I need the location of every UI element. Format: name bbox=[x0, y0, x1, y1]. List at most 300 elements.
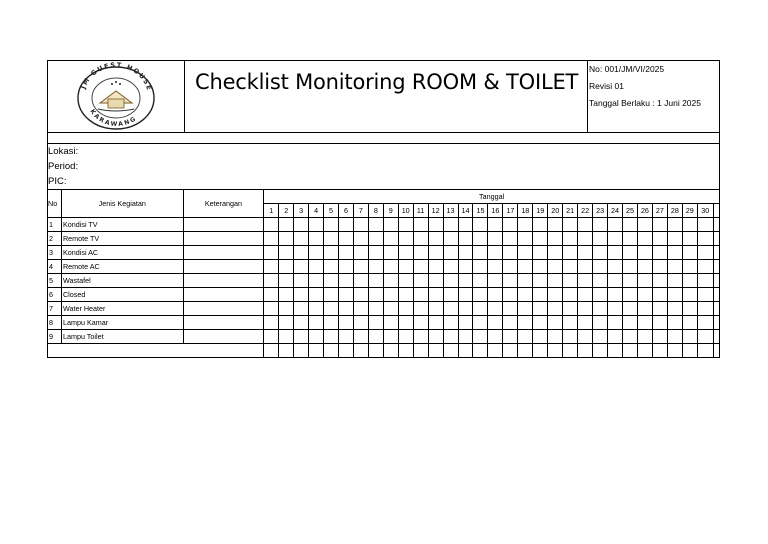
check-cell[interactable] bbox=[279, 330, 294, 344]
check-cell[interactable] bbox=[294, 218, 309, 232]
check-cell[interactable] bbox=[458, 218, 473, 232]
check-cell[interactable] bbox=[398, 288, 413, 302]
check-cell[interactable] bbox=[443, 232, 458, 246]
check-cell[interactable] bbox=[667, 288, 682, 302]
check-cell[interactable] bbox=[309, 288, 324, 302]
empty-check-cell bbox=[279, 344, 294, 358]
check-cell[interactable] bbox=[697, 260, 713, 274]
check-cell[interactable] bbox=[533, 316, 548, 330]
check-cell[interactable] bbox=[428, 274, 443, 288]
check-cell[interactable] bbox=[353, 232, 368, 246]
check-cell[interactable] bbox=[682, 274, 697, 288]
check-cell[interactable] bbox=[398, 246, 413, 260]
check-cell[interactable] bbox=[518, 288, 533, 302]
check-cell[interactable] bbox=[667, 260, 682, 274]
check-cell[interactable] bbox=[353, 260, 368, 274]
check-cell[interactable] bbox=[667, 274, 682, 288]
check-cell[interactable] bbox=[428, 316, 443, 330]
check-cell[interactable] bbox=[652, 260, 667, 274]
check-cell[interactable] bbox=[563, 218, 578, 232]
check-cell[interactable] bbox=[338, 330, 353, 344]
check-cell[interactable] bbox=[578, 302, 593, 316]
check-cell[interactable] bbox=[443, 330, 458, 344]
check-cell[interactable] bbox=[413, 218, 428, 232]
check-cell[interactable] bbox=[338, 302, 353, 316]
check-cell[interactable] bbox=[368, 302, 383, 316]
check-cell[interactable] bbox=[338, 260, 353, 274]
check-cell[interactable] bbox=[682, 288, 697, 302]
check-cell[interactable] bbox=[533, 246, 548, 260]
check-cell[interactable] bbox=[443, 288, 458, 302]
check-cell[interactable] bbox=[473, 316, 488, 330]
check-cell[interactable] bbox=[667, 316, 682, 330]
check-cell[interactable] bbox=[413, 330, 428, 344]
check-cell[interactable] bbox=[652, 316, 667, 330]
check-cell[interactable] bbox=[443, 274, 458, 288]
check-cell[interactable] bbox=[518, 218, 533, 232]
check-cell[interactable] bbox=[324, 288, 339, 302]
check-cell[interactable] bbox=[548, 316, 563, 330]
check-cell[interactable] bbox=[667, 232, 682, 246]
check-cell[interactable] bbox=[473, 274, 488, 288]
check-cell[interactable] bbox=[697, 330, 713, 344]
check-cell[interactable] bbox=[398, 302, 413, 316]
check-cell[interactable] bbox=[518, 274, 533, 288]
check-cell[interactable] bbox=[697, 274, 713, 288]
check-cell[interactable] bbox=[637, 218, 652, 232]
check-cell[interactable] bbox=[608, 232, 623, 246]
check-cell[interactable] bbox=[353, 218, 368, 232]
check-cell[interactable] bbox=[279, 288, 294, 302]
check-cell[interactable] bbox=[458, 260, 473, 274]
row-keterangan-cell[interactable] bbox=[183, 246, 264, 260]
row-keterangan-cell[interactable] bbox=[183, 260, 264, 274]
check-cell[interactable] bbox=[503, 330, 518, 344]
check-cell[interactable] bbox=[608, 246, 623, 260]
check-cell[interactable] bbox=[383, 330, 398, 344]
check-cell[interactable] bbox=[623, 274, 638, 288]
check-cell[interactable] bbox=[667, 218, 682, 232]
check-cell[interactable] bbox=[578, 260, 593, 274]
check-cell[interactable] bbox=[637, 274, 652, 288]
check-cell[interactable] bbox=[578, 232, 593, 246]
check-cell[interactable] bbox=[324, 274, 339, 288]
check-cell[interactable] bbox=[578, 316, 593, 330]
check-cell[interactable] bbox=[578, 288, 593, 302]
check-cell[interactable] bbox=[443, 260, 458, 274]
check-cell[interactable] bbox=[473, 218, 488, 232]
check-cell[interactable] bbox=[623, 260, 638, 274]
empty-check-cell bbox=[518, 344, 533, 358]
check-cell[interactable] bbox=[652, 246, 667, 260]
check-cell[interactable] bbox=[413, 288, 428, 302]
check-cell[interactable] bbox=[682, 330, 697, 344]
check-cell[interactable] bbox=[398, 218, 413, 232]
check-cell[interactable] bbox=[637, 232, 652, 246]
check-cell[interactable] bbox=[608, 274, 623, 288]
check-cell[interactable] bbox=[608, 218, 623, 232]
check-cell[interactable] bbox=[503, 288, 518, 302]
check-cell[interactable] bbox=[264, 274, 279, 288]
check-cell[interactable] bbox=[623, 246, 638, 260]
check-cell[interactable] bbox=[593, 232, 608, 246]
check-cell[interactable] bbox=[413, 232, 428, 246]
check-cell[interactable] bbox=[264, 316, 279, 330]
check-cell[interactable] bbox=[533, 288, 548, 302]
check-cell[interactable] bbox=[368, 316, 383, 330]
check-cell[interactable] bbox=[548, 302, 563, 316]
check-cell[interactable] bbox=[443, 302, 458, 316]
check-cell[interactable] bbox=[667, 330, 682, 344]
check-cell[interactable] bbox=[383, 316, 398, 330]
check-cell[interactable] bbox=[637, 260, 652, 274]
check-cell[interactable] bbox=[533, 218, 548, 232]
check-cell[interactable] bbox=[294, 330, 309, 344]
check-cell[interactable] bbox=[428, 218, 443, 232]
check-cell[interactable] bbox=[682, 316, 697, 330]
check-cell[interactable] bbox=[593, 330, 608, 344]
check-cell[interactable] bbox=[637, 302, 652, 316]
check-cell[interactable] bbox=[324, 260, 339, 274]
check-cell[interactable] bbox=[443, 316, 458, 330]
check-cell[interactable] bbox=[533, 302, 548, 316]
check-cell[interactable] bbox=[428, 232, 443, 246]
empty-check-cell bbox=[563, 344, 578, 358]
check-cell[interactable] bbox=[324, 218, 339, 232]
check-cell[interactable] bbox=[652, 232, 667, 246]
check-cell[interactable] bbox=[458, 288, 473, 302]
row-keterangan-cell[interactable] bbox=[183, 218, 264, 232]
check-cell[interactable] bbox=[309, 316, 324, 330]
check-cell[interactable] bbox=[428, 246, 443, 260]
check-cell[interactable] bbox=[398, 316, 413, 330]
check-cell[interactable] bbox=[682, 302, 697, 316]
row-activity: Wastafel bbox=[61, 274, 183, 288]
check-cell[interactable] bbox=[443, 246, 458, 260]
check-cell[interactable] bbox=[368, 330, 383, 344]
check-cell[interactable] bbox=[458, 330, 473, 344]
check-cell[interactable] bbox=[488, 218, 503, 232]
check-cell[interactable] bbox=[383, 302, 398, 316]
check-cell[interactable] bbox=[398, 232, 413, 246]
check-cell[interactable] bbox=[324, 246, 339, 260]
check-cell[interactable] bbox=[563, 260, 578, 274]
check-cell[interactable] bbox=[608, 260, 623, 274]
check-cell[interactable] bbox=[623, 218, 638, 232]
check-cell[interactable] bbox=[652, 288, 667, 302]
check-cell[interactable] bbox=[488, 288, 503, 302]
check-cell[interactable] bbox=[368, 274, 383, 288]
check-cell[interactable] bbox=[458, 274, 473, 288]
check-cell[interactable] bbox=[503, 302, 518, 316]
check-cell[interactable] bbox=[264, 260, 279, 274]
check-cell[interactable] bbox=[383, 246, 398, 260]
empty-check-cell bbox=[324, 344, 339, 358]
check-cell[interactable] bbox=[309, 302, 324, 316]
check-cell[interactable] bbox=[413, 274, 428, 288]
check-cell[interactable] bbox=[578, 330, 593, 344]
check-cell[interactable] bbox=[518, 302, 533, 316]
check-cell[interactable] bbox=[264, 218, 279, 232]
check-cell[interactable] bbox=[413, 246, 428, 260]
info-block bbox=[47, 144, 720, 189]
check-cell[interactable] bbox=[458, 232, 473, 246]
check-cell[interactable] bbox=[338, 316, 353, 330]
check-cell[interactable] bbox=[324, 330, 339, 344]
check-cell[interactable] bbox=[563, 316, 578, 330]
check-cell[interactable] bbox=[338, 218, 353, 232]
check-cell[interactable] bbox=[518, 232, 533, 246]
check-cell[interactable] bbox=[264, 330, 279, 344]
check-cell[interactable] bbox=[593, 274, 608, 288]
check-cell[interactable] bbox=[488, 316, 503, 330]
check-cell[interactable] bbox=[398, 260, 413, 274]
check-cell[interactable] bbox=[294, 246, 309, 260]
check-cell[interactable] bbox=[623, 316, 638, 330]
check-cell[interactable] bbox=[518, 316, 533, 330]
check-cell[interactable] bbox=[473, 330, 488, 344]
check-cell[interactable] bbox=[563, 274, 578, 288]
check-cell[interactable] bbox=[353, 302, 368, 316]
check-cell[interactable] bbox=[279, 232, 294, 246]
check-cell[interactable] bbox=[473, 232, 488, 246]
check-cell[interactable] bbox=[697, 246, 713, 260]
table-row bbox=[48, 274, 720, 288]
table-row bbox=[48, 288, 720, 302]
check-cell[interactable] bbox=[548, 260, 563, 274]
check-cell[interactable] bbox=[294, 260, 309, 274]
check-cell[interactable] bbox=[309, 260, 324, 274]
check-cell[interactable] bbox=[548, 246, 563, 260]
check-cell[interactable] bbox=[368, 260, 383, 274]
check-cell[interactable] bbox=[294, 316, 309, 330]
check-cell[interactable] bbox=[368, 288, 383, 302]
spacer-row bbox=[47, 133, 720, 144]
check-cell[interactable] bbox=[338, 288, 353, 302]
check-cell[interactable] bbox=[563, 302, 578, 316]
check-cell[interactable] bbox=[682, 260, 697, 274]
day-header: 10 bbox=[398, 204, 413, 218]
check-cell[interactable] bbox=[473, 260, 488, 274]
check-cell[interactable] bbox=[458, 302, 473, 316]
check-cell[interactable] bbox=[503, 246, 518, 260]
check-cell[interactable] bbox=[488, 246, 503, 260]
check-cell[interactable] bbox=[667, 302, 682, 316]
check-cell[interactable] bbox=[428, 302, 443, 316]
check-cell[interactable] bbox=[593, 260, 608, 274]
check-cell[interactable] bbox=[458, 246, 473, 260]
check-cell[interactable] bbox=[294, 274, 309, 288]
check-cell[interactable] bbox=[637, 246, 652, 260]
check-cell[interactable] bbox=[264, 302, 279, 316]
empty-check-cell bbox=[652, 344, 667, 358]
check-cell[interactable] bbox=[563, 232, 578, 246]
check-cell[interactable] bbox=[533, 260, 548, 274]
check-cell[interactable] bbox=[353, 316, 368, 330]
check-cell[interactable] bbox=[368, 246, 383, 260]
check-cell[interactable] bbox=[697, 232, 713, 246]
check-cell[interactable] bbox=[488, 302, 503, 316]
check-cell[interactable] bbox=[398, 330, 413, 344]
check-cell[interactable] bbox=[608, 288, 623, 302]
check-cell[interactable] bbox=[652, 330, 667, 344]
check-cell[interactable] bbox=[383, 288, 398, 302]
check-cell[interactable] bbox=[279, 246, 294, 260]
check-cell[interactable] bbox=[697, 302, 713, 316]
row-keterangan-cell[interactable] bbox=[183, 302, 264, 316]
check-cell[interactable] bbox=[279, 260, 294, 274]
check-cell[interactable] bbox=[458, 316, 473, 330]
check-cell[interactable] bbox=[443, 218, 458, 232]
check-cell[interactable] bbox=[383, 274, 398, 288]
check-cell[interactable] bbox=[473, 288, 488, 302]
row-keterangan-cell[interactable] bbox=[183, 288, 264, 302]
check-cell[interactable] bbox=[398, 274, 413, 288]
check-cell[interactable] bbox=[623, 288, 638, 302]
check-cell[interactable] bbox=[533, 274, 548, 288]
check-cell[interactable] bbox=[324, 302, 339, 316]
check-cell[interactable] bbox=[637, 330, 652, 344]
row-blank bbox=[713, 288, 719, 302]
check-cell[interactable] bbox=[682, 246, 697, 260]
check-cell[interactable] bbox=[697, 316, 713, 330]
check-cell[interactable] bbox=[309, 232, 324, 246]
check-cell[interactable] bbox=[563, 288, 578, 302]
check-cell[interactable] bbox=[548, 288, 563, 302]
check-cell[interactable] bbox=[428, 330, 443, 344]
empty-check-cell bbox=[383, 344, 398, 358]
check-cell[interactable] bbox=[503, 232, 518, 246]
check-cell[interactable] bbox=[652, 274, 667, 288]
check-cell[interactable] bbox=[279, 316, 294, 330]
check-cell[interactable] bbox=[608, 330, 623, 344]
check-cell[interactable] bbox=[279, 218, 294, 232]
row-keterangan-cell[interactable] bbox=[183, 330, 264, 344]
check-cell[interactable] bbox=[608, 302, 623, 316]
check-cell[interactable] bbox=[428, 260, 443, 274]
check-cell[interactable] bbox=[264, 288, 279, 302]
check-cell[interactable] bbox=[294, 302, 309, 316]
check-cell[interactable] bbox=[383, 260, 398, 274]
check-cell[interactable] bbox=[324, 316, 339, 330]
check-cell[interactable] bbox=[488, 232, 503, 246]
check-cell[interactable] bbox=[309, 246, 324, 260]
check-cell[interactable] bbox=[264, 232, 279, 246]
check-cell[interactable] bbox=[488, 274, 503, 288]
check-cell[interactable] bbox=[593, 288, 608, 302]
check-cell[interactable] bbox=[593, 302, 608, 316]
empty-check-cell bbox=[608, 344, 623, 358]
check-cell[interactable] bbox=[593, 316, 608, 330]
check-cell[interactable] bbox=[338, 232, 353, 246]
check-cell[interactable] bbox=[413, 260, 428, 274]
check-cell[interactable] bbox=[324, 232, 339, 246]
check-cell[interactable] bbox=[264, 246, 279, 260]
check-cell[interactable] bbox=[428, 288, 443, 302]
check-cell[interactable] bbox=[533, 232, 548, 246]
check-cell[interactable] bbox=[338, 274, 353, 288]
check-cell[interactable] bbox=[503, 316, 518, 330]
check-cell[interactable] bbox=[548, 218, 563, 232]
check-cell[interactable] bbox=[353, 288, 368, 302]
check-cell[interactable] bbox=[652, 218, 667, 232]
check-cell[interactable] bbox=[309, 330, 324, 344]
check-cell[interactable] bbox=[503, 274, 518, 288]
row-activity: Lampu Toilet bbox=[61, 330, 183, 344]
check-cell[interactable] bbox=[473, 246, 488, 260]
check-cell[interactable] bbox=[488, 330, 503, 344]
check-cell[interactable] bbox=[353, 330, 368, 344]
header-tanggal: Tanggal bbox=[264, 190, 720, 204]
check-cell[interactable] bbox=[353, 246, 368, 260]
check-cell[interactable] bbox=[518, 330, 533, 344]
check-cell[interactable] bbox=[309, 218, 324, 232]
check-cell[interactable] bbox=[548, 274, 563, 288]
check-cell[interactable] bbox=[623, 330, 638, 344]
check-cell[interactable] bbox=[563, 246, 578, 260]
day-header: 3 bbox=[294, 204, 309, 218]
check-cell[interactable] bbox=[279, 302, 294, 316]
check-cell[interactable] bbox=[697, 218, 713, 232]
check-cell[interactable] bbox=[578, 218, 593, 232]
check-cell[interactable] bbox=[383, 232, 398, 246]
check-cell[interactable] bbox=[413, 316, 428, 330]
check-cell[interactable] bbox=[623, 232, 638, 246]
day-header: 4 bbox=[309, 204, 324, 218]
check-cell[interactable] bbox=[682, 218, 697, 232]
check-cell[interactable] bbox=[294, 288, 309, 302]
check-cell[interactable] bbox=[368, 232, 383, 246]
check-cell[interactable] bbox=[338, 246, 353, 260]
check-cell[interactable] bbox=[503, 260, 518, 274]
row-keterangan-cell[interactable] bbox=[183, 232, 264, 246]
check-cell[interactable] bbox=[563, 330, 578, 344]
row-number: 8 bbox=[48, 316, 62, 330]
check-cell[interactable] bbox=[637, 288, 652, 302]
check-cell[interactable] bbox=[518, 260, 533, 274]
check-cell[interactable] bbox=[652, 302, 667, 316]
check-cell[interactable] bbox=[682, 232, 697, 246]
check-cell[interactable] bbox=[623, 302, 638, 316]
check-cell[interactable] bbox=[518, 246, 533, 260]
check-cell[interactable] bbox=[413, 302, 428, 316]
check-cell[interactable] bbox=[548, 330, 563, 344]
check-cell[interactable] bbox=[593, 246, 608, 260]
check-cell[interactable] bbox=[368, 218, 383, 232]
check-cell[interactable] bbox=[294, 232, 309, 246]
check-cell[interactable] bbox=[533, 330, 548, 344]
check-cell[interactable] bbox=[383, 218, 398, 232]
check-cell[interactable] bbox=[309, 274, 324, 288]
row-keterangan-cell[interactable] bbox=[183, 274, 264, 288]
row-keterangan-cell[interactable] bbox=[183, 316, 264, 330]
check-cell[interactable] bbox=[667, 246, 682, 260]
check-cell[interactable] bbox=[578, 274, 593, 288]
empty-cell bbox=[713, 344, 719, 358]
check-cell[interactable] bbox=[578, 246, 593, 260]
check-cell[interactable] bbox=[473, 302, 488, 316]
check-cell[interactable] bbox=[279, 274, 294, 288]
check-cell[interactable] bbox=[593, 218, 608, 232]
check-cell[interactable] bbox=[608, 316, 623, 330]
check-cell[interactable] bbox=[548, 232, 563, 246]
day-header: 11 bbox=[413, 204, 428, 218]
check-cell[interactable] bbox=[488, 260, 503, 274]
check-cell[interactable] bbox=[637, 316, 652, 330]
check-cell[interactable] bbox=[503, 218, 518, 232]
check-cell[interactable] bbox=[353, 274, 368, 288]
check-cell[interactable] bbox=[697, 288, 713, 302]
